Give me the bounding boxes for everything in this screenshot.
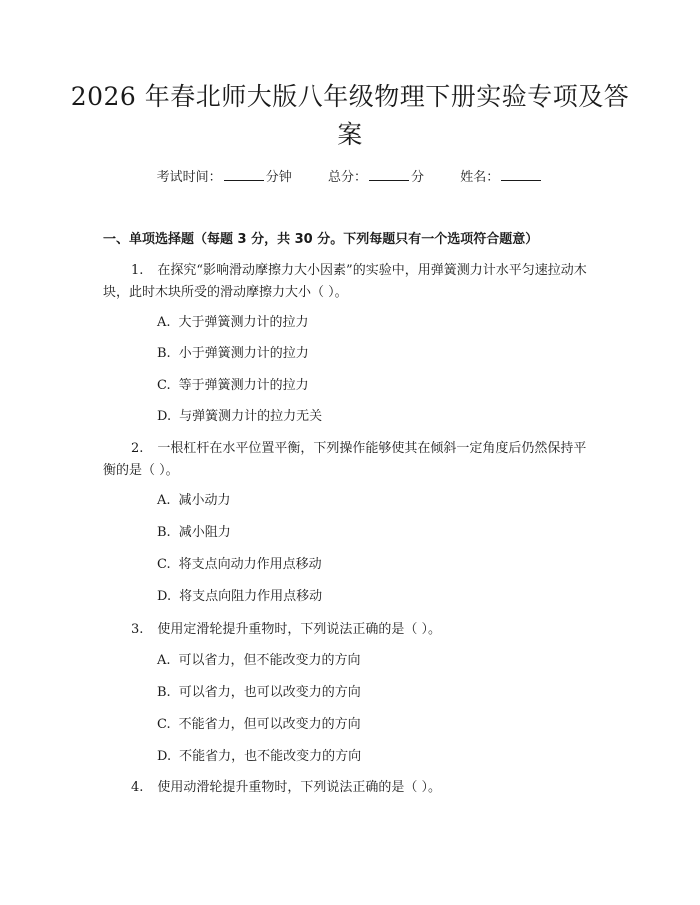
option-2c: C. 将支点向动力作用点移动 xyxy=(157,557,322,572)
question-text: 一根杠杆在水平位置平衡，下列操作能够使其在倾斜一定角度后仍然保持平衡的是（ ）。 xyxy=(103,441,587,478)
name-blank xyxy=(501,168,541,181)
score-label: 总分： xyxy=(327,170,367,185)
time-unit: 分钟 xyxy=(265,170,292,185)
time-blank xyxy=(224,168,264,181)
question-number: 1. xyxy=(131,263,144,278)
question-4 xyxy=(103,777,598,799)
question-text: 使用定滑轮提升重物时，下列说法正确的是（ ）。 xyxy=(157,622,442,637)
option-1b: B. 小于弹簧测力计的拉力 xyxy=(157,346,309,361)
option-2b: B. 减小阻力 xyxy=(157,525,231,540)
question-3 xyxy=(103,619,598,641)
question-number: 4. xyxy=(131,780,144,795)
option-1c: C. 等于弹簧测力计的拉力 xyxy=(157,378,309,393)
score-unit: 分 xyxy=(411,170,425,185)
option-3b: B. 可以省力，也可以改变力的方向 xyxy=(157,685,361,700)
score-blank xyxy=(369,168,409,181)
question-text: 使用动滑轮提升重物时，下列说法正确的是（ ）。 xyxy=(157,780,442,795)
question-number: 3. xyxy=(131,622,144,637)
question-number: 2. xyxy=(131,441,144,456)
question-1 xyxy=(103,260,598,304)
time-label: 考试时间： xyxy=(156,170,222,185)
option-3c: C. 不能省力，但可以改变力的方向 xyxy=(157,717,361,732)
name-label: 姓名： xyxy=(460,170,500,185)
document-title: 2026 年春北师大版八年级物理下册实验专项及答案 xyxy=(70,82,630,149)
exam-meta xyxy=(0,168,700,188)
option-1d: D. 与弹簧测力计的拉力无关 xyxy=(157,409,323,424)
option-3d: D. 不能省力，也不能改变力的方向 xyxy=(157,749,362,764)
section-heading: 一、单项选择题（每题 3 分，共 30 分。下列每题只有一个选项符合题意） xyxy=(103,232,539,247)
option-2d: D. 将支点向阻力作用点移动 xyxy=(157,589,323,604)
question-text: 在探究“影响滑动摩擦力大小因素”的实验中，用弹簧测力计水平匀速拉动木块，此时木块所受的滑动摩擦力大小（ ）。 xyxy=(103,263,587,300)
option-2a: A. 减小动力 xyxy=(157,493,231,508)
question-2 xyxy=(103,438,598,482)
option-1a: A. 大于弹簧测力计的拉力 xyxy=(157,315,309,330)
option-3a: A. 可以省力，但不能改变力的方向 xyxy=(157,653,361,668)
